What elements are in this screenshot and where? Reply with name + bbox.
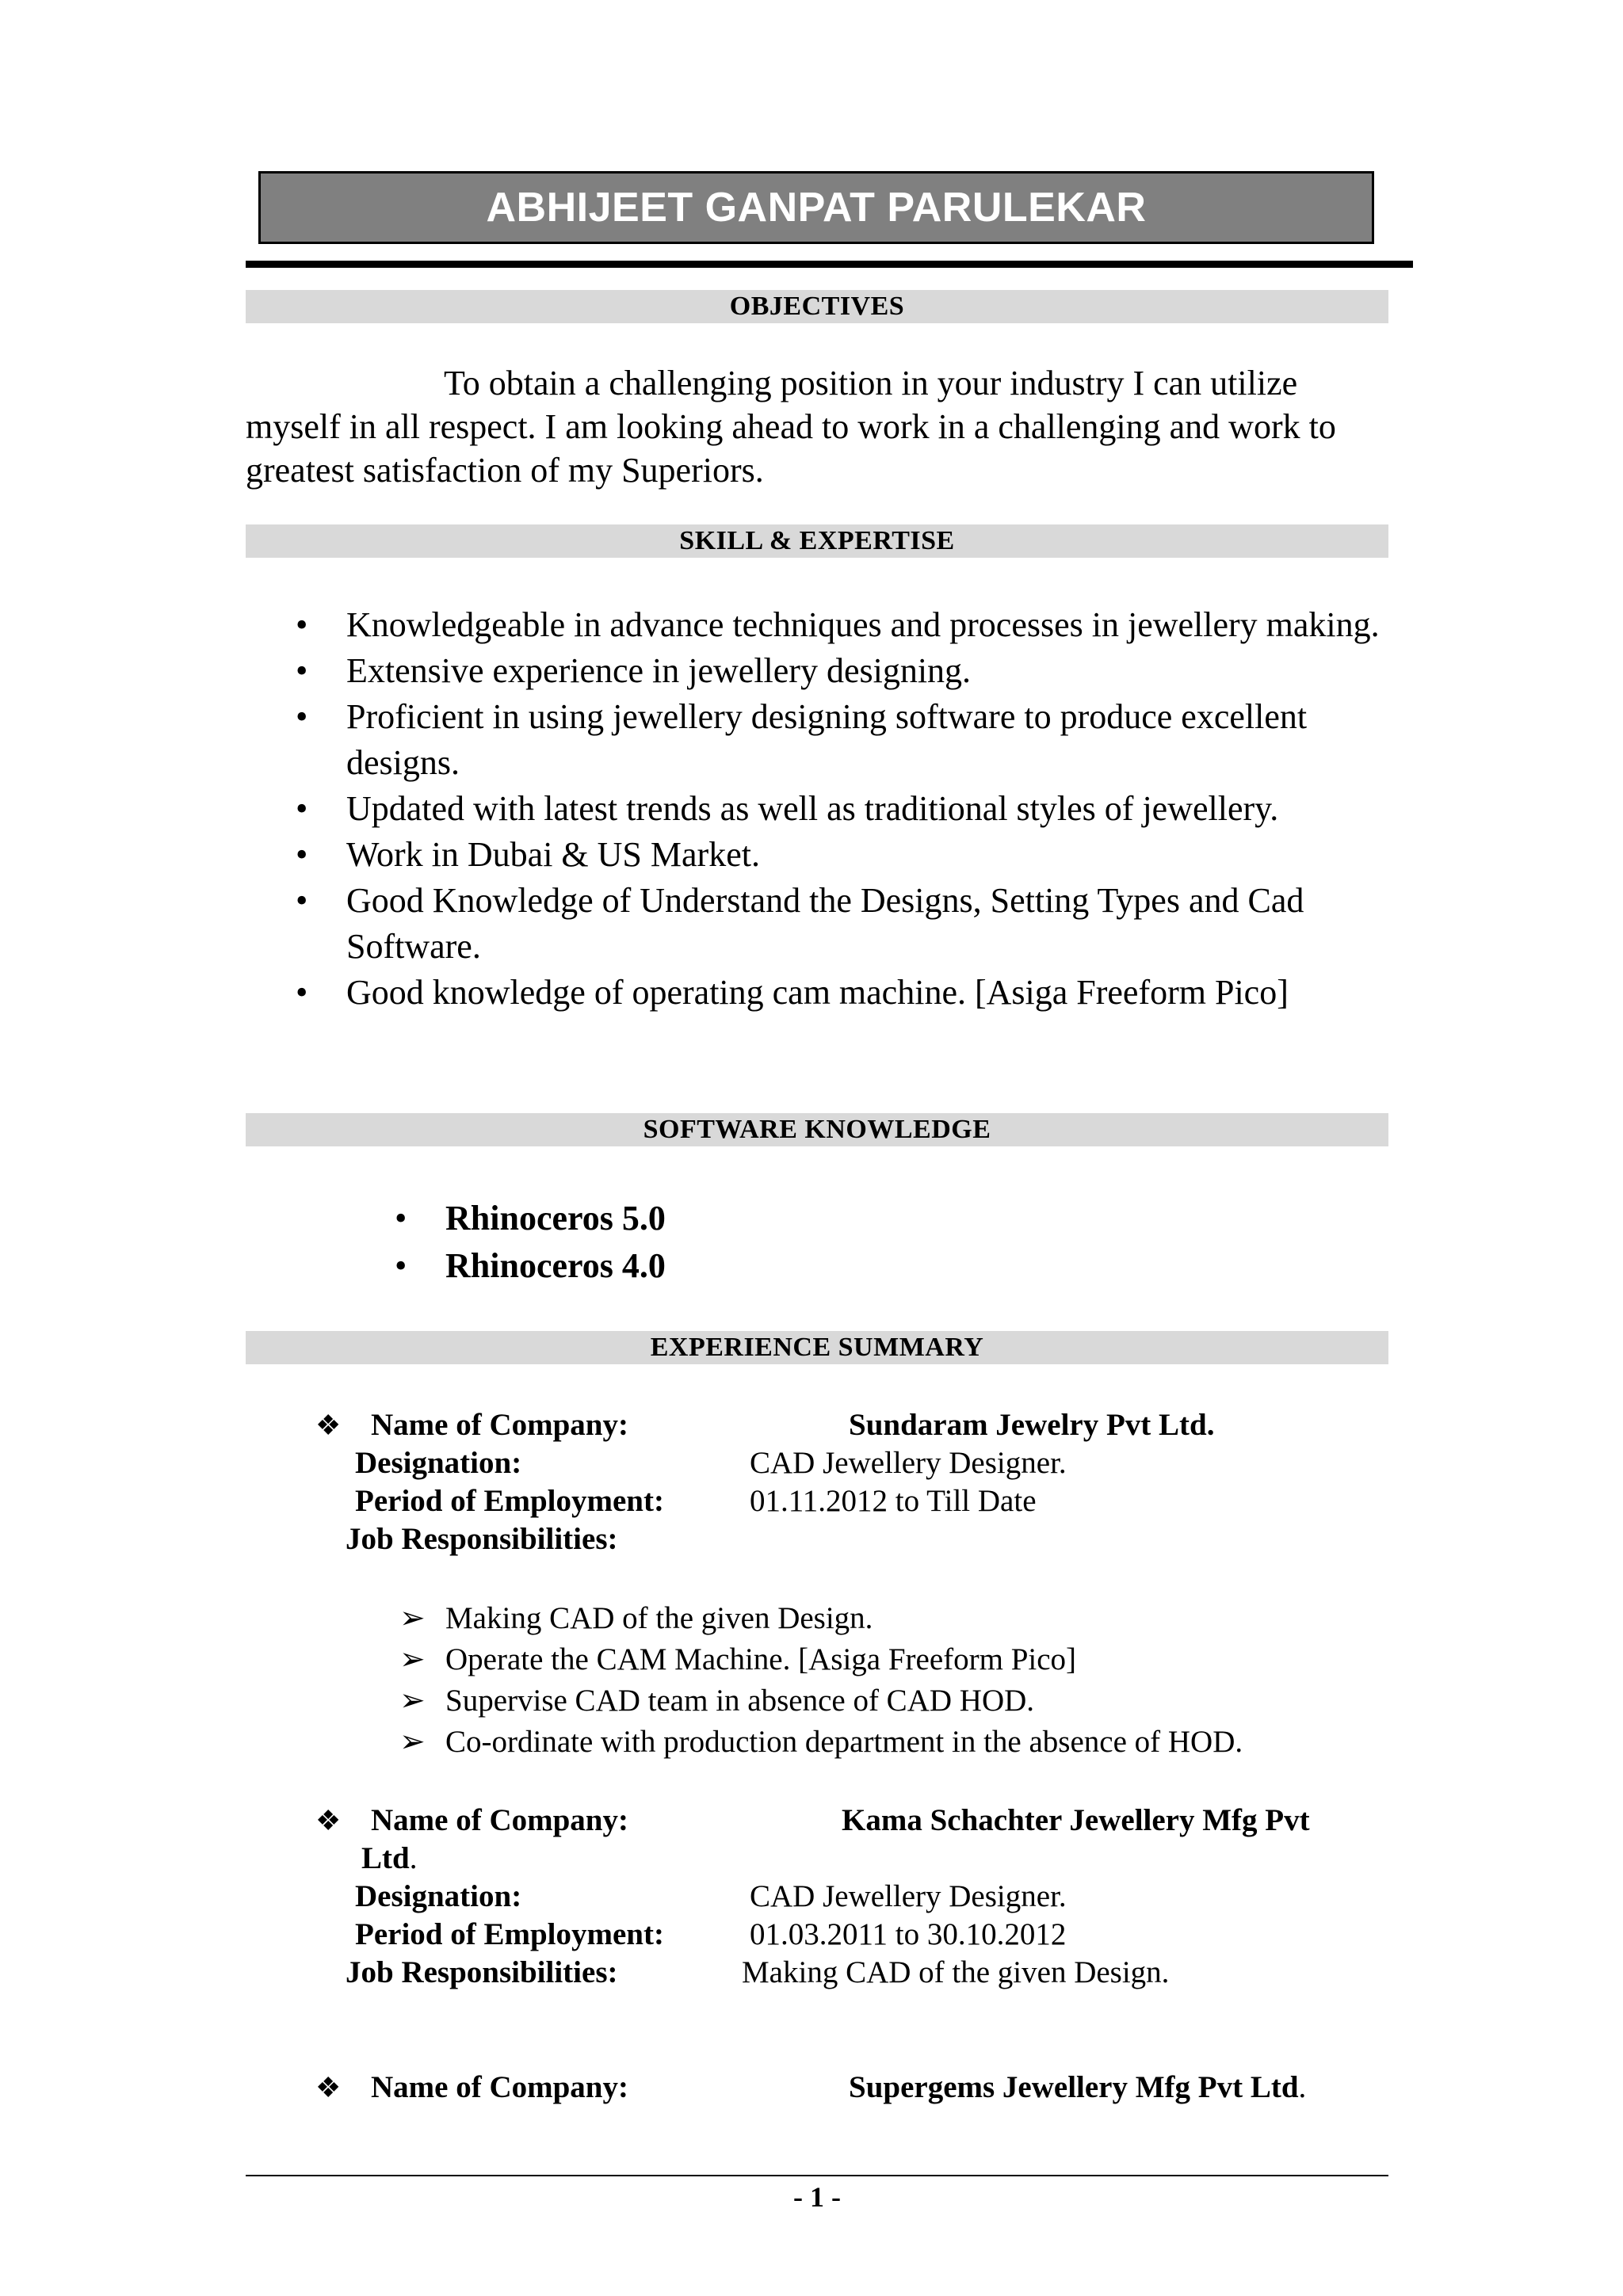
bullet-icon: • — [296, 605, 308, 644]
software-text: Rhinoceros 5.0 — [445, 1199, 666, 1238]
company-name-continued: Ltd. — [361, 1841, 418, 1875]
period-label: Period of Employment: — [355, 1484, 664, 1518]
skills-list — [296, 602, 1400, 1016]
diamond-bullet-icon: ❖ — [315, 1409, 342, 1441]
skill-item — [296, 648, 1400, 694]
software-item — [395, 1195, 666, 1242]
diamond-bullet-icon: ❖ — [315, 1805, 342, 1836]
bullet-icon: • — [296, 697, 308, 736]
objective-text: To obtain a challenging position in your industry I can utilize myself in all respect. I am looking ahead to work in a challenging and work to greatest satisfaction of my Superiors. — [246, 364, 1336, 490]
responsibility-item — [399, 1639, 1243, 1680]
section-bar-experience — [246, 1331, 1388, 1364]
skill-item — [296, 786, 1400, 832]
bullet-icon: • — [395, 1246, 407, 1285]
skill-text: Good Knowledge of Understand the Designs, Setting Types and Cad Software. — [346, 881, 1304, 966]
bullet-icon: • — [296, 789, 308, 828]
section-bar-objectives — [246, 290, 1388, 323]
footer-divider — [246, 2175, 1388, 2176]
responsibilities-list — [399, 1598, 1243, 1763]
skill-item — [296, 832, 1400, 878]
skill-item — [296, 602, 1400, 648]
name-header — [258, 171, 1374, 244]
page-number: - 1 - — [793, 2181, 841, 2213]
skill-text: Work in Dubai & US Market. — [346, 835, 760, 874]
section-bar-software — [246, 1113, 1388, 1146]
arrow-bullet-icon: ➢ — [399, 1725, 426, 1759]
responsibility-item — [399, 1598, 1243, 1639]
bullet-icon: • — [296, 835, 308, 874]
designation-value: CAD Jewellery Designer. — [750, 1446, 1067, 1480]
bullet-icon: • — [395, 1199, 407, 1238]
skill-text: Knowledgeable in advance techniques and processes in jewellery making. — [346, 605, 1380, 644]
skill-item — [296, 878, 1400, 970]
company-name: Supergems Jewellery Mfg Pvt Ltd. — [849, 2070, 1307, 2104]
arrow-bullet-icon: ➢ — [399, 1642, 426, 1676]
arrow-bullet-icon: ➢ — [399, 1601, 426, 1635]
company-name: Kama Schachter Jewellery Mfg Pvt — [842, 1803, 1310, 1837]
skill-text: Updated with latest trends as well as traditional styles of jewellery. — [346, 789, 1279, 828]
company-label: Name of Company: — [371, 1408, 628, 1442]
software-list — [395, 1195, 666, 1290]
company-label: Name of Company: — [371, 1803, 628, 1837]
responsibility-text: Making CAD of the given Design. — [445, 1601, 873, 1635]
skill-text: Extensive experience in jewellery designing. — [346, 651, 972, 690]
bullet-icon: • — [296, 973, 308, 1012]
section-bar-skills — [246, 524, 1388, 558]
bullet-icon: • — [296, 881, 308, 920]
responsibilities-label: Job Responsibilities: — [346, 1955, 618, 1989]
bullet-icon: • — [296, 651, 308, 690]
candidate-name: ABHIJEET GANPAT PARULEKAR — [486, 185, 1147, 231]
company-name: Sundaram Jewelry Pvt Ltd. — [849, 1408, 1215, 1442]
company-label: Name of Company: — [371, 2070, 628, 2104]
skill-item — [296, 694, 1400, 786]
period-label: Period of Employment: — [355, 1917, 664, 1951]
section-title-objectives: OBJECTIVES — [729, 292, 905, 321]
responsibility-item — [399, 1680, 1243, 1722]
responsibilities-label: Job Responsibilities: — [346, 1522, 618, 1556]
responsibility-text: Supervise CAD team in absence of CAD HOD. — [445, 1684, 1035, 1718]
section-title-skills: SKILL & EXPERTISE — [679, 526, 955, 555]
responsibility-item — [399, 1722, 1243, 1763]
software-item — [395, 1242, 666, 1290]
diamond-bullet-icon: ❖ — [315, 2072, 342, 2103]
section-title-experience: EXPERIENCE SUMMARY — [650, 1333, 984, 1362]
responsibility-text: Operate the CAM Machine. [Asiga Freeform Pico] — [445, 1642, 1077, 1676]
period-value: 01.11.2012 to Till Date — [750, 1484, 1037, 1518]
designation-label: Designation: — [355, 1446, 522, 1480]
responsibility-text: Making CAD of the given Design. — [742, 1955, 1170, 1989]
skill-text: Good knowledge of operating cam machine. [Asiga Freeform Pico] — [346, 973, 1289, 1012]
period-value: 01.03.2011 to 30.10.2012 — [750, 1917, 1067, 1951]
designation-value: CAD Jewellery Designer. — [750, 1879, 1067, 1913]
section-title-software: SOFTWARE KNOWLEDGE — [643, 1115, 991, 1144]
responsibility-text: Co-ordinate with production department in the absence of HOD. — [445, 1725, 1243, 1759]
designation-label: Designation: — [355, 1879, 522, 1913]
arrow-bullet-icon: ➢ — [399, 1684, 426, 1718]
header-divider — [246, 261, 1413, 268]
skill-text: Proficient in using jewellery designing software to produce excellent designs. — [346, 697, 1308, 782]
skill-item — [296, 970, 1400, 1016]
software-text: Rhinoceros 4.0 — [445, 1246, 666, 1285]
